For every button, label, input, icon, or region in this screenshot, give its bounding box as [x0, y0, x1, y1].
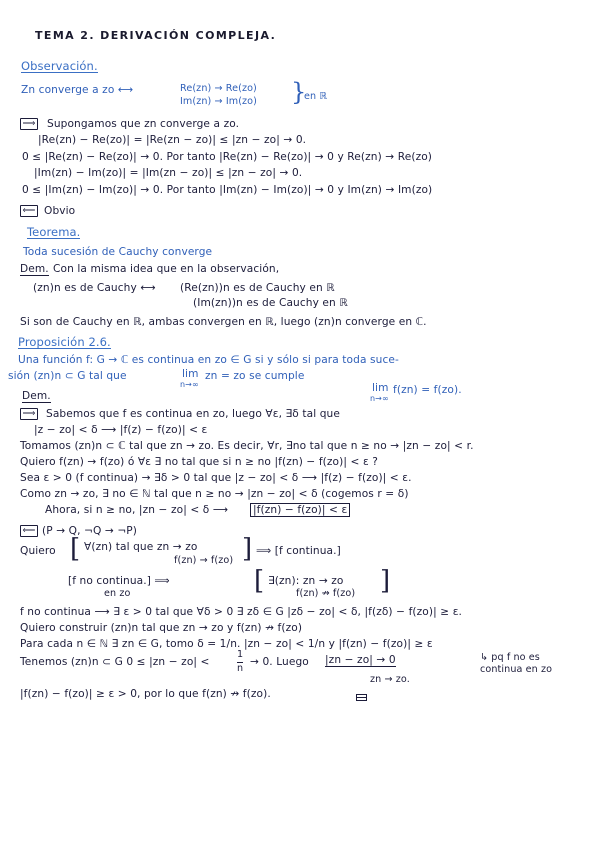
converse-text: Obvio: [44, 205, 76, 217]
lim-symbol-2: lim: [372, 382, 389, 394]
observacion-header: Observación.: [21, 59, 98, 73]
proof-line-5: 0 ≤ |Im(zn) − Im(zo)| → 0. Por tanto |Im(zn) − Im(zo)| → 0 y Im(zn) → Im(zo): [22, 184, 433, 196]
teorema-dem-line-2b: (Re(zn))n es de Cauchy en ℝ: [180, 282, 335, 294]
bwd-line-8a: Tenemos (zn)n ⊂ G 0 ≤ |zn − zo| <: [20, 656, 210, 668]
bwd-line-1: (P → Q, ¬Q → ¬P): [42, 525, 138, 537]
brace-icon: }: [291, 78, 307, 106]
bwd-line-6: Quiero construir (zn)n tal que zn → zo y f(zn) ↛ f(zo): [20, 622, 303, 634]
proof-line-2: |Re(zn) − Re(zo)| = |Re(zn − zo)| ≤ |zn − zo| → 0.: [38, 134, 307, 146]
bwd-line-8c: zn → zo.: [370, 674, 410, 685]
proposicion-statement-1: Una función f: G → ℂ es continua en zo ∈ G si y sólo si para toda suce-: [18, 354, 399, 366]
bwd-line-9: |f(zn) − f(zo)| ≥ ε > 0, por lo que f(zn) ↛ f(zo).: [20, 688, 271, 700]
proof-line-3: 0 ≤ |Re(zn) − Re(zo)| → 0. Por tanto |Re(zn) − Re(zo)| → 0 y Re(zn) → Re(zo): [22, 151, 433, 163]
lim-symbol: lim: [182, 368, 199, 380]
bwd-negation-b: en zo: [104, 588, 131, 599]
implies-left-icon: ⟸: [20, 205, 38, 217]
fwd-line-4: Quiero f(zn) → f(zo) ó ∀ε ∃ no tal que si n ≥ no |f(zn) − f(zo)| < ε ?: [20, 456, 378, 468]
observacion-statement-left: Zn converge a zo ⟷: [21, 84, 134, 96]
implies-right-icon: ⟹: [20, 118, 38, 130]
bwd-line-8-underlined: |zn − zo| → 0: [325, 654, 396, 666]
fwd-line-3: Tomamos (zn)n ⊂ ℂ tal que zn → zo. Es decir, ∀r, ∃no tal que n ≥ no → |zn − zo| < r.: [20, 440, 474, 452]
bracket-open-icon: [: [70, 534, 81, 564]
teorema-dem-line-4: Si son de Cauchy en ℝ, ambas convergen en ℝ, luego (zn)n converge en ℂ.: [20, 316, 427, 328]
bracket-close-icon: ]: [242, 534, 253, 564]
bwd-exists-1: ∃(zn): zn → zo: [268, 575, 344, 587]
page-title: TEMA 2. DERIVACIÓN COMPLEJA.: [35, 29, 277, 42]
frac-numerator: 1: [237, 649, 244, 660]
fwd-line-6: Como zn → zo, ∃ no ∈ ℕ tal que n ≥ no → |zn − zo| < δ (cogemos r = δ): [20, 488, 409, 500]
bwd-cond-2: f(zn) → f(zo): [174, 555, 234, 566]
dem-label: Dem.: [20, 263, 49, 275]
proposicion-statement-2b: zn = zo se cumple: [205, 370, 305, 382]
fwd-line-7-boxed: |f(zn) − f(zo)| < ε: [250, 503, 350, 517]
teorema-dem-line-2a: (zn)n es de Cauchy ⟷: [33, 282, 156, 294]
bwd-negation-a: [f no continua.] ⟹: [68, 575, 170, 587]
observacion-statement-re: Re(zn) → Re(zo): [180, 83, 257, 94]
bwd-cond-1: ∀(zn) tal que zn → zo: [84, 541, 198, 553]
bwd-line-8b: → 0. Luego: [250, 656, 309, 668]
teorema-statement: Toda sucesión de Cauchy converge: [23, 246, 213, 258]
bwd-line-5: f no continua ⟶ ∃ ε > 0 tal que ∀δ > 0 ∃ zδ ∈ G |zδ − zo| < δ, |f(zδ) − f(zo)| ≥ ε.: [20, 606, 462, 618]
observacion-statement-im: Im(zn) → Im(zo): [180, 96, 257, 107]
proof-line-1: Supongamos que zn converge a zo.: [47, 118, 240, 130]
proof-line-4: |Im(zn) − Im(zo)| = |Im(zn − zo)| ≤ |zn − zo| → 0.: [34, 167, 303, 179]
bwd-exists-2: f(zn) ↛ f(zo): [296, 588, 356, 599]
teorema-dem-line-1: Con la misma idea que en la observación,: [53, 263, 280, 275]
fwd-line-2: |z − zo| < δ ⟶ |f(z) − f(zo)| < ε: [34, 424, 208, 436]
lim-subscript-2: n→∞: [370, 394, 389, 403]
bwd-then: ⟹ [f continua.]: [256, 545, 341, 557]
bwd-note-2: continua en zo: [480, 664, 553, 675]
proposicion-statement-2c: f(zn) = f(zo).: [393, 384, 462, 396]
fwd-line-1: Sabemos que f es continua en zo, luego ∀ε, ∃δ tal que: [46, 408, 340, 420]
bracket-open-icon-2: [: [254, 566, 265, 596]
bwd-line-7: Para cada n ∈ ℕ ∃ zn ∈ G, tomo δ = 1/n. |zn − zo| < 1/n y |f(zn) − f(zo)| ≥ ε: [20, 638, 433, 650]
qed-icon: [356, 694, 367, 701]
fwd-line-7a: Ahora, si n ≥ no, |zn − zo| < δ ⟶: [45, 504, 229, 516]
bracket-close-icon-2: ]: [380, 566, 391, 596]
bwd-quiero: Quiero: [20, 545, 56, 557]
proposicion-header: Proposición 2.6.: [18, 335, 111, 349]
bwd-note-1: ↳ pq f no es: [480, 652, 540, 663]
proposicion-statement-2a: sión (zn)n ⊂ G tal que: [8, 370, 127, 382]
observacion-statement-right: en ℝ: [304, 91, 328, 102]
frac-denominator: n: [237, 663, 244, 674]
teorema-header: Teorema.: [27, 225, 81, 239]
dem-label-2: Dem.: [22, 390, 51, 402]
implies-left-icon-2: ⟸: [20, 525, 38, 537]
teorema-dem-line-3: (Im(zn))n es de Cauchy en ℝ: [193, 297, 348, 309]
lim-subscript: n→∞: [180, 380, 199, 389]
implies-right-icon-2: ⟹: [20, 408, 38, 420]
fwd-line-5: Sea ε > 0 (f continua) → ∃δ > 0 tal que |z − zo| < δ ⟶ |f(z) − f(zo)| < ε.: [20, 472, 412, 484]
